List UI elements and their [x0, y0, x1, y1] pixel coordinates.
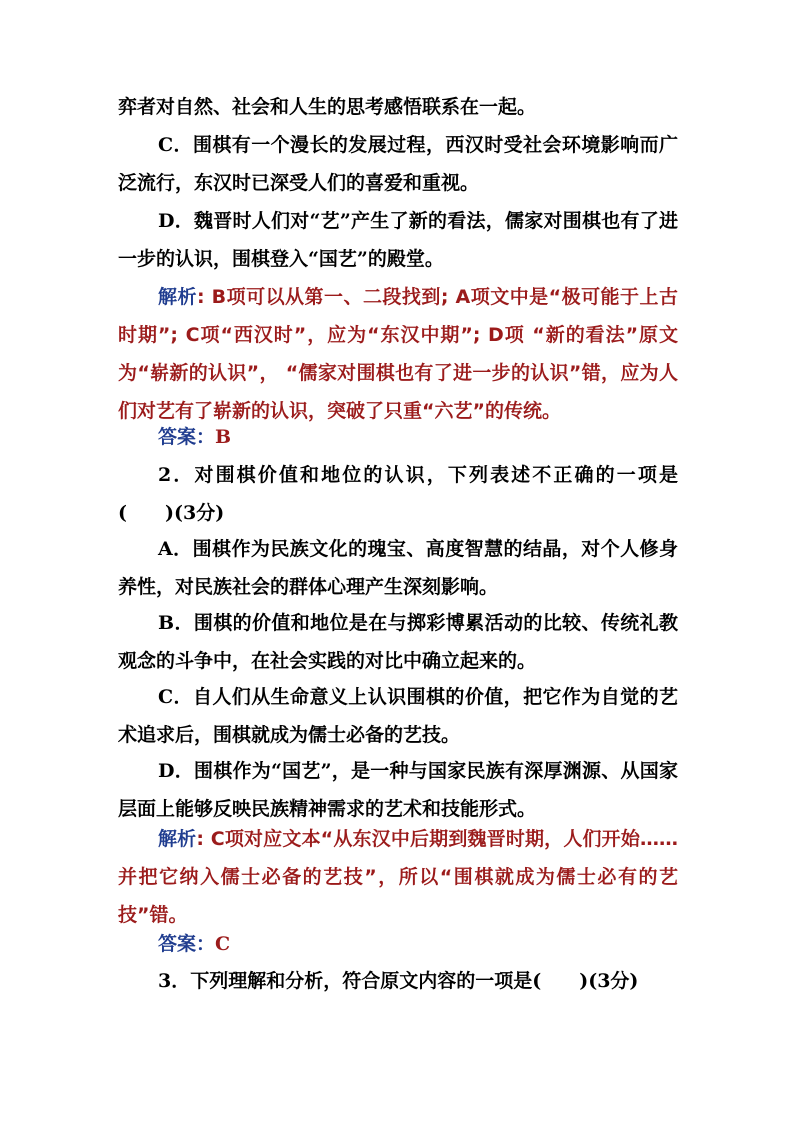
- question-2: 2．对围棋价值和地位的认识，下列表述不正确的一项是( )(3分): [118, 464, 678, 524]
- analysis-text: : C项对应文本“从东汉中后期到魏晋时期，人们开始……并把它纳入儒士必备的艺技”，所以“围棋就成为儒士必有的艺技”错。: [118, 828, 678, 926]
- answer-label: 答案：: [158, 426, 216, 448]
- option-c-q1: C．围棋有一个漫长的发展过程，西汉时受社会环境影响而广泛流行，东汉时已深受人们的喜爱和重视。: [118, 134, 678, 194]
- analysis-q2: [118, 820, 678, 934]
- answer-q1: [118, 418, 678, 456]
- question-3: 3．下列理解和分析，符合原文内容的一项是( )(3分): [158, 970, 639, 992]
- answer-label: 答案：: [158, 933, 216, 955]
- answer-q2: [118, 925, 678, 963]
- analysis-q1: [118, 278, 678, 430]
- answer-value: B: [215, 426, 232, 448]
- paragraph-continuation: 弈者对自然、社会和人生的思考感悟联系在一起。: [118, 96, 537, 118]
- analysis-label: 解析: [158, 286, 197, 308]
- option-b-q2: B．围棋的价值和地位是在与掷彩博累活动的比较、传统礼教观念的斗争中，在社会实践的对比中确立起来的。: [118, 612, 678, 672]
- analysis-text: : B项可以从第一、二段找到; A项文中是“极可能于上古时期”; C项“西汉时”，应为“东汉中期”; D项 “新的看法”原文为“崭新的认识”， “儒家对围棋也有了进一步的认识”错，应为人们对艺有了崭新的认识，突破了只重“六艺”的传统。: [118, 286, 678, 422]
- analysis-label: 解析: [158, 828, 197, 850]
- option-c-q2: C．自人们从生命意义上认识围棋的价值，把它作为自觉的艺术追求后，围棋就成为儒士必备的艺技。: [118, 686, 678, 746]
- option-d-q2: D．围棋作为“国艺”，是一种与国家民族有深厚渊源、从国家层面上能够反映民族精神需求的艺术和技能形式。: [118, 760, 678, 820]
- answer-value: C: [215, 933, 231, 955]
- option-d-q1: D．魏晋时人们对“艺”产生了新的看法，儒家对围棋也有了进一步的认识，围棋登入“国艺”的殿堂。: [118, 210, 678, 270]
- option-a-q2: A．围棋作为民族文化的瑰宝、高度智慧的结晶，对个人修身养性，对民族社会的群体心理产生深刻影响。: [118, 538, 678, 598]
